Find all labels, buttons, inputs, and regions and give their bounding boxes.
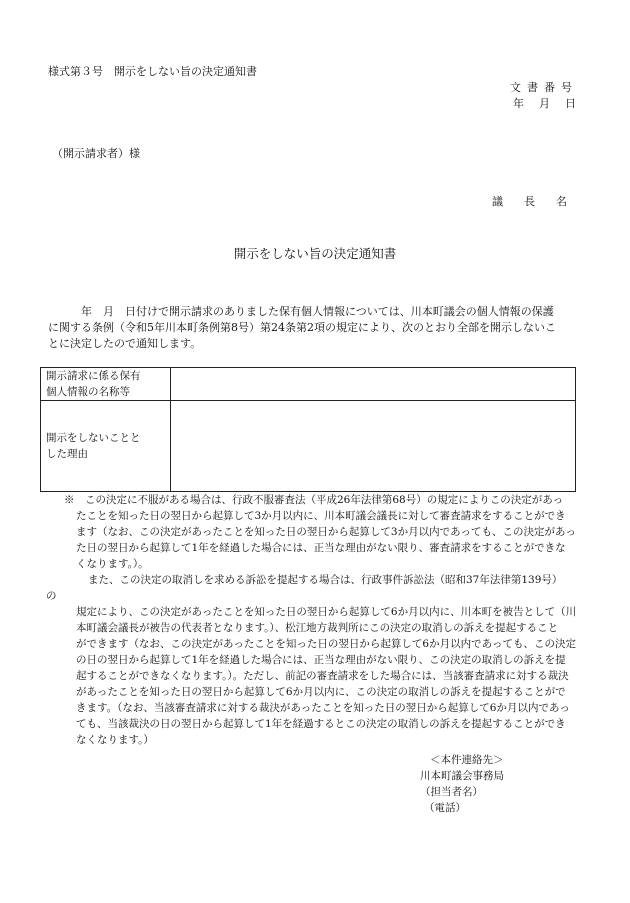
note-line: 規定により、この決定があったことを知った日の翌日から起算して6か月以内に、川本町を被告として（川	[76, 606, 577, 618]
row-value-reason[interactable]	[171, 401, 576, 492]
document-number: 文書番号	[510, 81, 578, 94]
note-line: なくなります。）	[76, 734, 154, 746]
note-line: があったことを知った日の翌日から起算して6か月以内に、この決定の取消しの訴えを提起することがで	[76, 686, 566, 698]
note-line: ができます（なお、この決定があったことを知った日の翌日から起算して6か月以内であっても、この決定	[76, 638, 576, 650]
notes-section	[40, 492, 595, 748]
contact-heading: ＜本件連絡先＞	[430, 754, 504, 766]
recipient: （開示請求者）様	[52, 147, 140, 160]
note-line: た日の翌日から起算して1年を経過した場合には、正当な理由がない限り、審査請求をすることができな	[76, 542, 566, 554]
contact-person: （担当者名）	[420, 786, 483, 798]
note-line: たことを知った日の翌日から起算して3か月以内に、川本町議会議長に対して審査請求をすることができ	[76, 510, 566, 522]
table-row	[41, 401, 576, 492]
table-row	[41, 368, 576, 401]
form-number: 様式第３号 開示をしない旨の決定通知書	[48, 65, 257, 78]
sender-name: 議 長 名	[492, 195, 572, 208]
body-paragraph	[48, 304, 588, 352]
note-line: の日の翌日から起算して1年を経過した場合には、正当な理由がない限り、この決定の取消しの訴えを提	[76, 654, 566, 666]
document-date: 年 月 日	[513, 97, 578, 110]
body-line: に関する条例（令和5年川本町条例第8号）第24条第2項の規定により、次のとおり全部を開示しないこ	[48, 321, 556, 334]
note-line: また、この決定の取消しを求める訴訟を提起する場合は、行政事件訴訟法（昭和37年法律第139号）	[88, 574, 563, 586]
note-line: ※ この決定に不服がある場合は、行政不服審査法（平成26年法律第68号）の規定によりこの決定があっ	[64, 494, 564, 506]
row-label-reason: 開示をしないことと した理由	[41, 401, 171, 492]
contact-block	[420, 752, 504, 816]
body-line: とに決定したので通知します。	[48, 337, 202, 350]
document-title: 開示をしない旨の決定通知書	[233, 246, 397, 261]
note-line: きます。（なお、当該審査請求に対する裁決があったことを知った日の翌日から起算して6か月以内であっ	[76, 702, 570, 714]
contact-phone: （電話）	[424, 802, 466, 814]
row-label-info-name: 開示請求に係る保有 個人情報の名称等	[41, 368, 171, 401]
body-line: 年 月 日付けで開示請求のありました保有個人情報については、川本町議会の個人情報の保護	[48, 305, 554, 318]
note-line: くなります。）。	[76, 558, 149, 570]
note-line: 本町議会議長が被告の代表者となります。）、松江地方裁判所にこの決定の取消しの訴えを提起すること	[76, 622, 559, 634]
note-line: 起することができなくなります。）。ただし、前記の審査請求をした場合には、当該審査請求に対する裁決	[76, 670, 569, 682]
row-value-info-name[interactable]	[171, 368, 576, 401]
note-line: ます（なお、この決定があったことを知った日の翌日から起算して3か月以内であっても、この決定があっ	[76, 526, 576, 538]
info-table	[40, 367, 576, 492]
note-line: の	[46, 590, 57, 602]
contact-office: 川本町議会事務局	[420, 770, 504, 782]
note-line: ても、当該裁決の日の翌日から起算して1年を経過するとこの決定の取消しの訴えを提起することができ	[76, 718, 566, 730]
